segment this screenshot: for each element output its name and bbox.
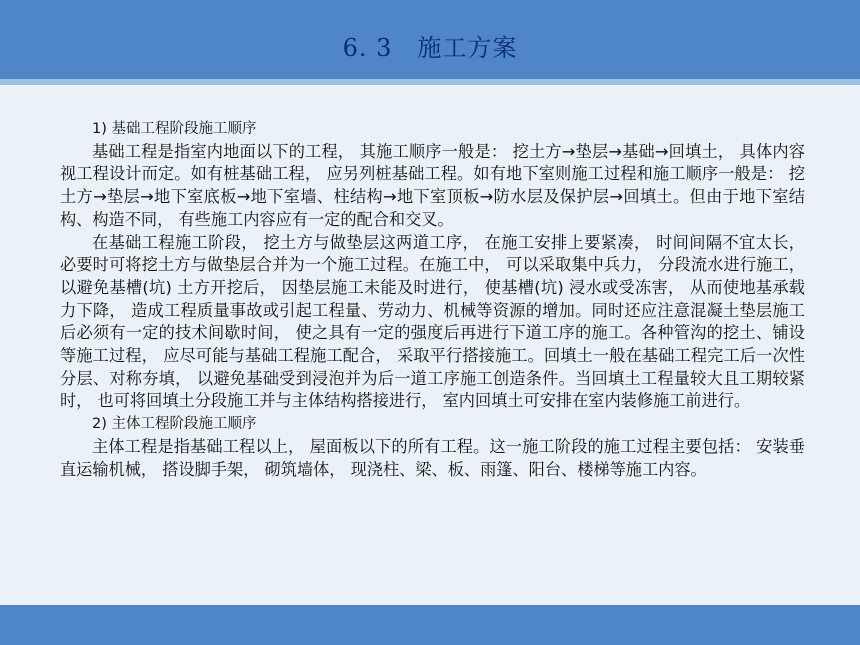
paragraph-main-structure: 主体工程是指基础工程以上， 屋面板以下的所有工程。这一施工阶段的施工过程主要包括： 安装垂直运输机械， 搭设脚手架， 砌筑墙体， 现浇柱、梁、板、雨篷、阳台、楼梯等施工内容。 (60, 436, 805, 479)
header-bar (0, 0, 860, 85)
paragraph-foundation-details: 在基础工程施工阶段， 挖土方与做垫层这两道工序， 在施工安排上要紧凑， 时间间隔不宜太长， 必要时可将挖土方与做垫层合并为一个施工过程。在施工中， 可以采取集中兵力， 分段流水进行施工， 以避免基槽(坑) 土方开挖后， 因垫层施工未能及时进行， 使基槽(坑) 浸水或受冻害， 从而使地基承载力下降， 造成工程质量事故或引起工程量、劳动力、机械等资源的增加。同时还应注意混凝土垫层施工后必须有一定的技术间歇时间， 使之具有一定的强度后再进行下道工序的施工。各种管沟的挖土、铺设等施工过程， 应尽可能与基础工程施工配合， 采取平行搭接施工。回填土一般在基础工程完工后一次性分层、对称夯填， 以避免基础受到浸泡并为后一道工序施工创造条件。当回填土工程量较大且工期较紧时， 也可将回填土分段施工并与主体结构搭接进行， 室内回填土可安排在室内装修施工前进行。 (60, 232, 805, 411)
footer-bar (0, 605, 860, 645)
slide-title: 6. 3 施工方案 (342, 34, 518, 62)
section-heading-foundation: 1) 基础工程阶段施工顺序 (92, 121, 257, 137)
paragraph-foundation-definition: 基础工程是指室内地面以下的工程， 其施工顺序一般是： 挖土方→垫层→基础→回填土， 具体内容视工程设计而定。如有桩基础工程， 应另列桩基础工程。如有地下室则施工过程和施工顺序一般是： 挖土方→垫层→地下室底板→地下室墙、柱结构→地下室顶板→防水层及保护层→回填土。但由于地下室结构、构造不同， 有些施工内容应有一定的配合和交叉。 (60, 141, 805, 229)
section-heading-main-structure: 2) 主体工程阶段施工顺序 (92, 416, 257, 433)
slide-body (60, 118, 805, 481)
